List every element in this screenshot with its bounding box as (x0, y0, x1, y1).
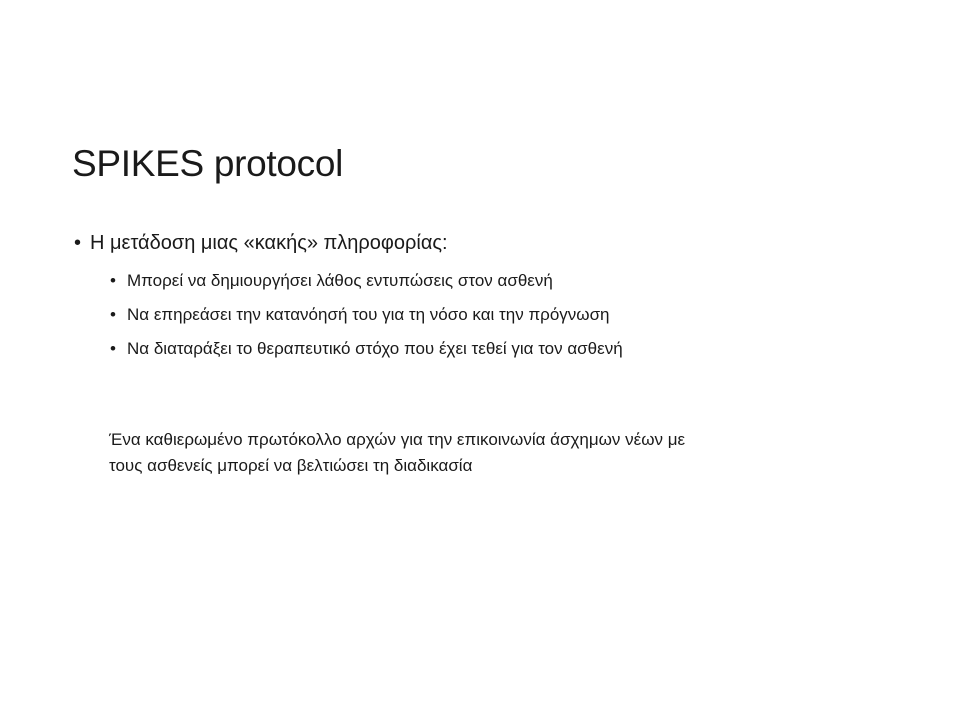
summary-paragraph (109, 427, 889, 479)
bullet-marker: • (74, 232, 82, 254)
bullet-marker: • (110, 339, 116, 358)
sub-bullet-item (110, 304, 623, 338)
paragraph-line: τους ασθενείς μπορεί να βελτιώσει τη διαδικασία (109, 456, 473, 475)
sub-bullet-item (110, 270, 623, 304)
bullet-level1-text: Η μετάδοση μιας «κακής» πληροφορίας: (90, 232, 448, 254)
slide-title: SPIKES protocol (72, 143, 344, 184)
paragraph-line: Ένα καθιερωμένο πρωτόκολλο αρχών για την επικοινωνία άσχημων νέων με (109, 430, 686, 449)
sub-bullet-text: Μπορεί να δημιουργήσει λάθος εντυπώσεις στον ασθενή (127, 271, 553, 290)
sub-bullet-text: Να επηρεάσει την κατανόησή του για τη νόσο και την πρόγνωση (127, 305, 610, 324)
sub-bullet-item (110, 338, 623, 372)
bullet-marker: • (110, 271, 116, 290)
bullet-marker: • (110, 305, 116, 324)
sub-bullet-text: Να διαταράξει το θεραπευτικό στόχο που έχει τεθεί για τον ασθενή (127, 339, 623, 358)
sub-bullet-list (110, 270, 623, 372)
bullet-level1 (74, 232, 448, 255)
